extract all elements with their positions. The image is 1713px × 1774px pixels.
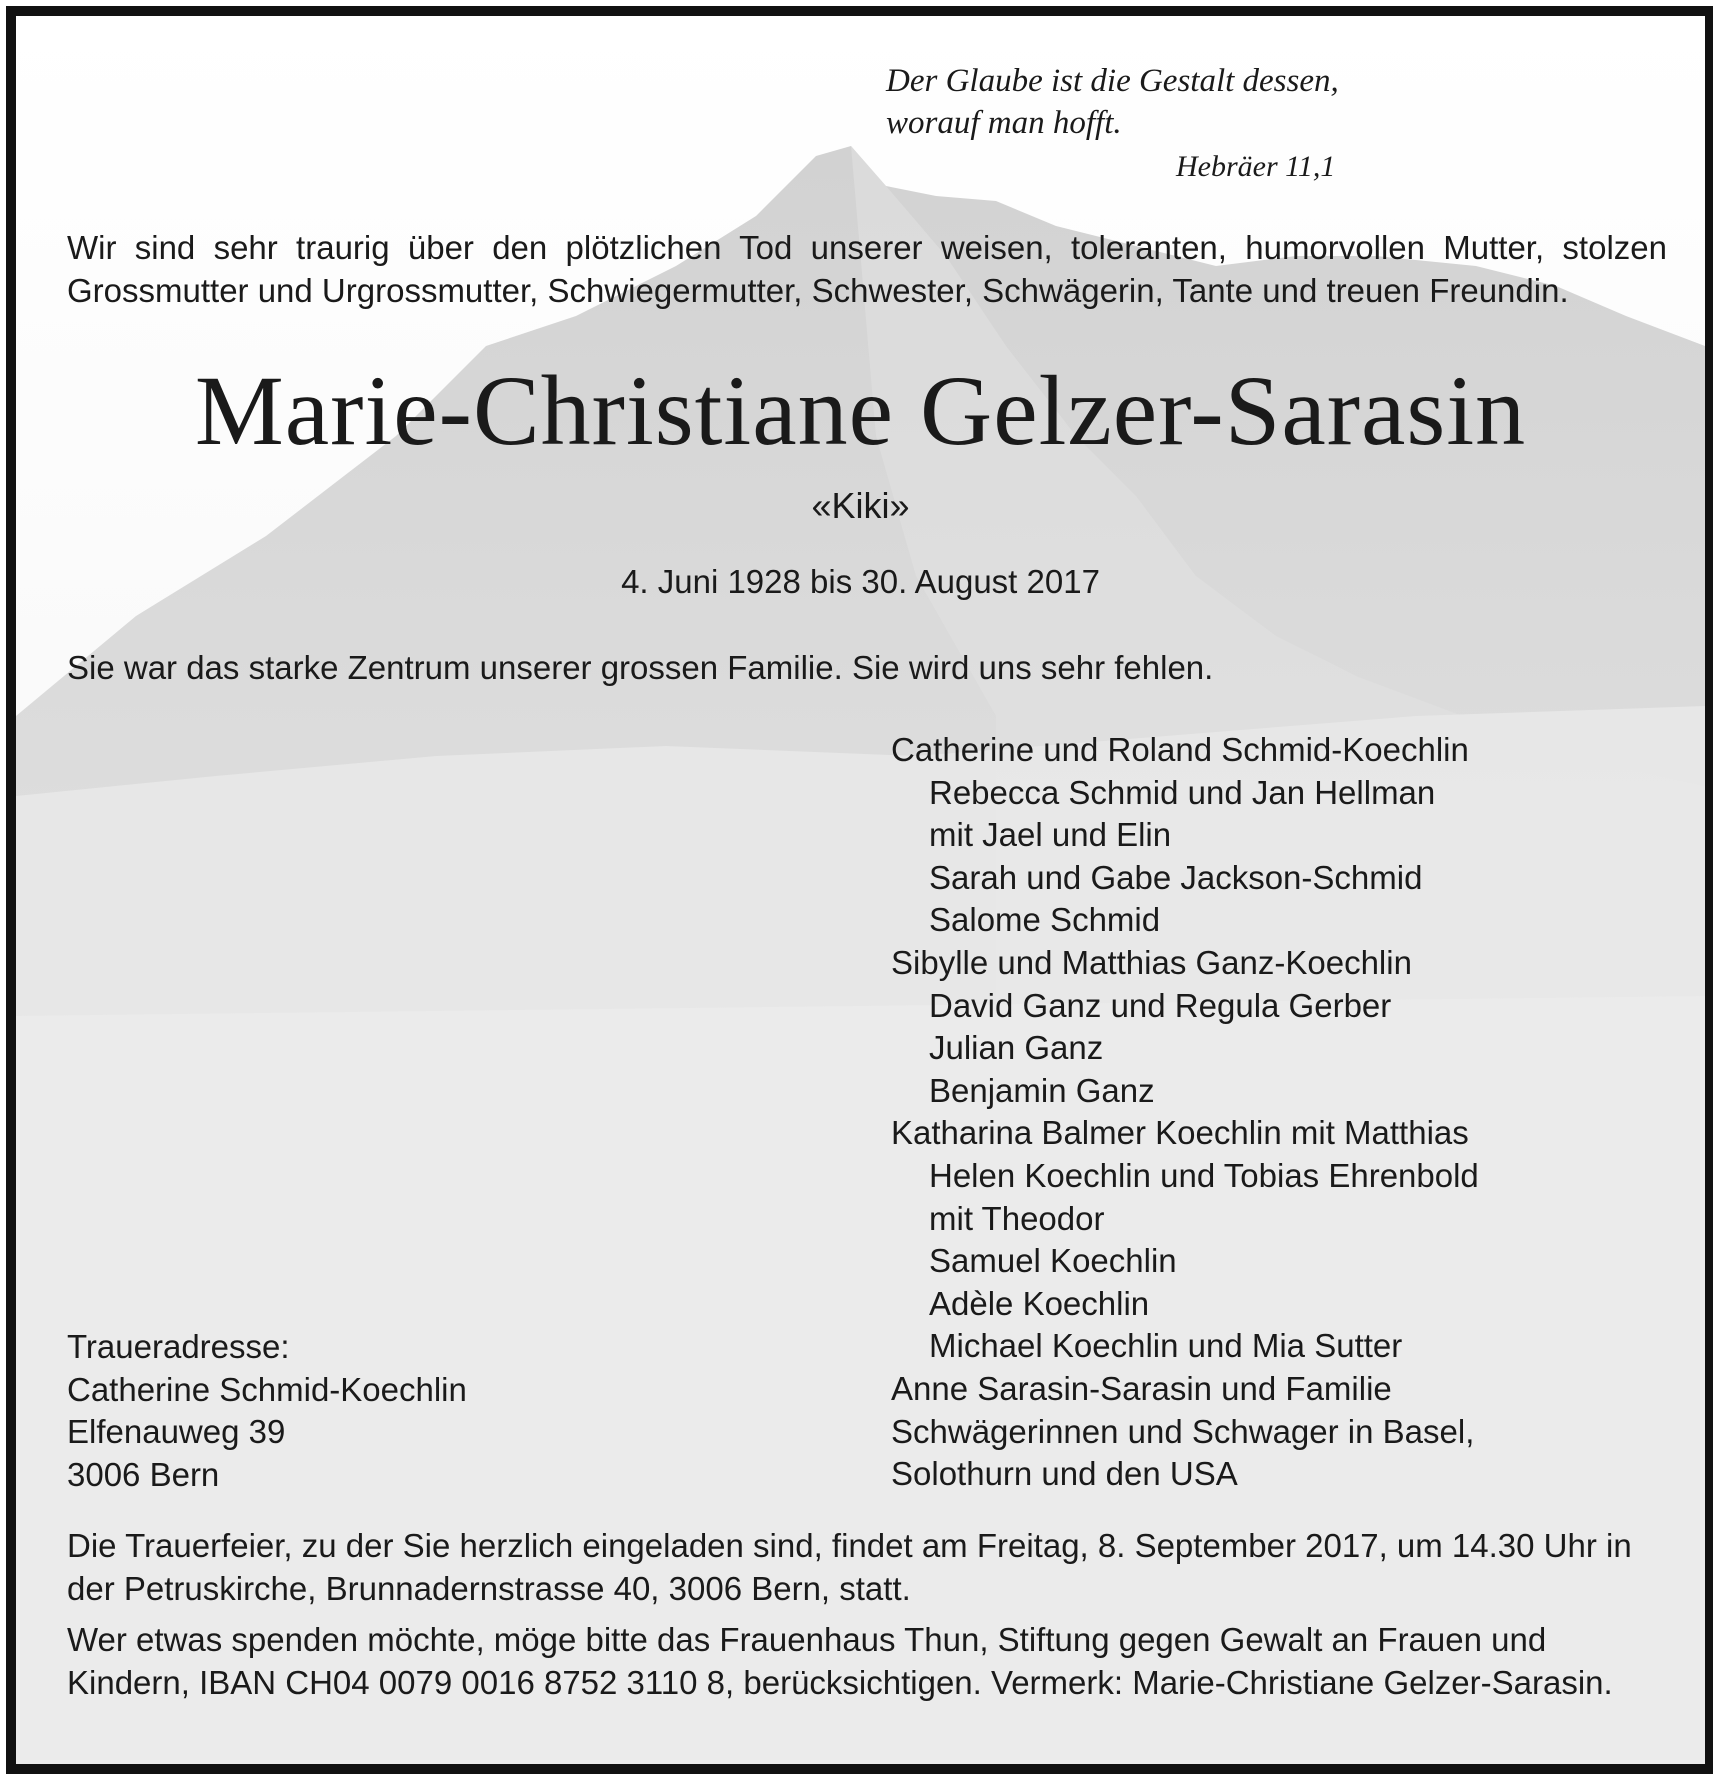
address-name: Catherine Schmid-Koechlin (67, 1370, 467, 1408)
family-member: Adèle Koechlin (929, 1284, 1150, 1322)
ceremony-paragraph: Die Trauerfeier, zu der Sie herzlich eingeladen sind, findet am Freitag, 8. September 2017, um 14.30 Uhr in der Petruskirche, Brunnadernstrasse 40, 3006 Bern, statt. (67, 1527, 1632, 1607)
family-list (891, 729, 1479, 1496)
family-member: Sibylle und Matthias Ganz-Koechlin (891, 943, 1412, 981)
family-member: Katharina Balmer Koechlin mit Matthias (891, 1114, 1469, 1152)
donation-paragraph: Wer etwas spenden möchte, möge bitte das Frauenhaus Thun, Stiftung gegen Gewalt an Frauen und Kindern, IBAN CH04 0079 0016 8752 3110 8, berücksichtigen. Vermerk: Marie-Christiane Gelzer-Sarasin. (67, 1621, 1613, 1701)
quote-line-1: Der Glaube ist die Gestalt dessen, (886, 63, 1339, 99)
family-member: Sarah und Gabe Jackson-Schmid (929, 858, 1423, 896)
family-member: Helen Koechlin und Tobias Ehrenbold (929, 1156, 1479, 1194)
family-member: Schwägerinnen und Schwager in Basel, (891, 1412, 1475, 1450)
quote-line-2: worauf man hofft. (886, 105, 1122, 141)
mourning-address (67, 1326, 467, 1496)
address-label: Traueradresse: (67, 1328, 290, 1365)
family-member: Rebecca Schmid und Jan Hellman (929, 773, 1436, 811)
family-member: Benjamin Ganz (929, 1071, 1155, 1109)
family-member: Anne Sarasin-Sarasin und Familie (891, 1369, 1392, 1407)
family-member: mit Theodor (929, 1199, 1105, 1237)
family-member: Samuel Koechlin (929, 1242, 1177, 1280)
quote-reference: Hebräer 11,1 (1176, 150, 1336, 183)
tribute-text: Sie war das starke Zentrum unserer grossen Familie. Sie wird uns sehr fehlen. (67, 649, 1214, 686)
deceased-name: Marie-Christiane Gelzer-Sarasin (194, 355, 1527, 466)
family-member: Michael Koechlin und Mia Sutter (929, 1327, 1403, 1365)
life-dates: 4. Juni 1928 bis 30. August 2017 (621, 563, 1100, 600)
family-member: Catherine und Roland Schmid-Koechlin (891, 731, 1469, 768)
obituary-frame (6, 6, 1713, 1774)
address-city: 3006 Bern (67, 1455, 220, 1493)
family-member: Salome Schmid (929, 901, 1161, 939)
deceased-nickname: «Kiki» (811, 485, 910, 526)
family-member: Solothurn und den USA (891, 1455, 1238, 1493)
family-member: Julian Ganz (929, 1029, 1104, 1067)
intro-paragraph: Wir sind sehr traurig über den plötzlichen Tod unserer weisen, toleranten, humorvollen Mutter, stolzen Grossmutter und Urgrossmutter, Schwiegermutter, Schwester, Schwägerin, Tante und treuen Freundin. (67, 229, 1667, 309)
family-member: mit Jael und Elin (929, 816, 1172, 854)
address-street: Elfenauweg 39 (67, 1413, 286, 1451)
family-member: David Ganz und Regula Gerber (929, 986, 1392, 1024)
